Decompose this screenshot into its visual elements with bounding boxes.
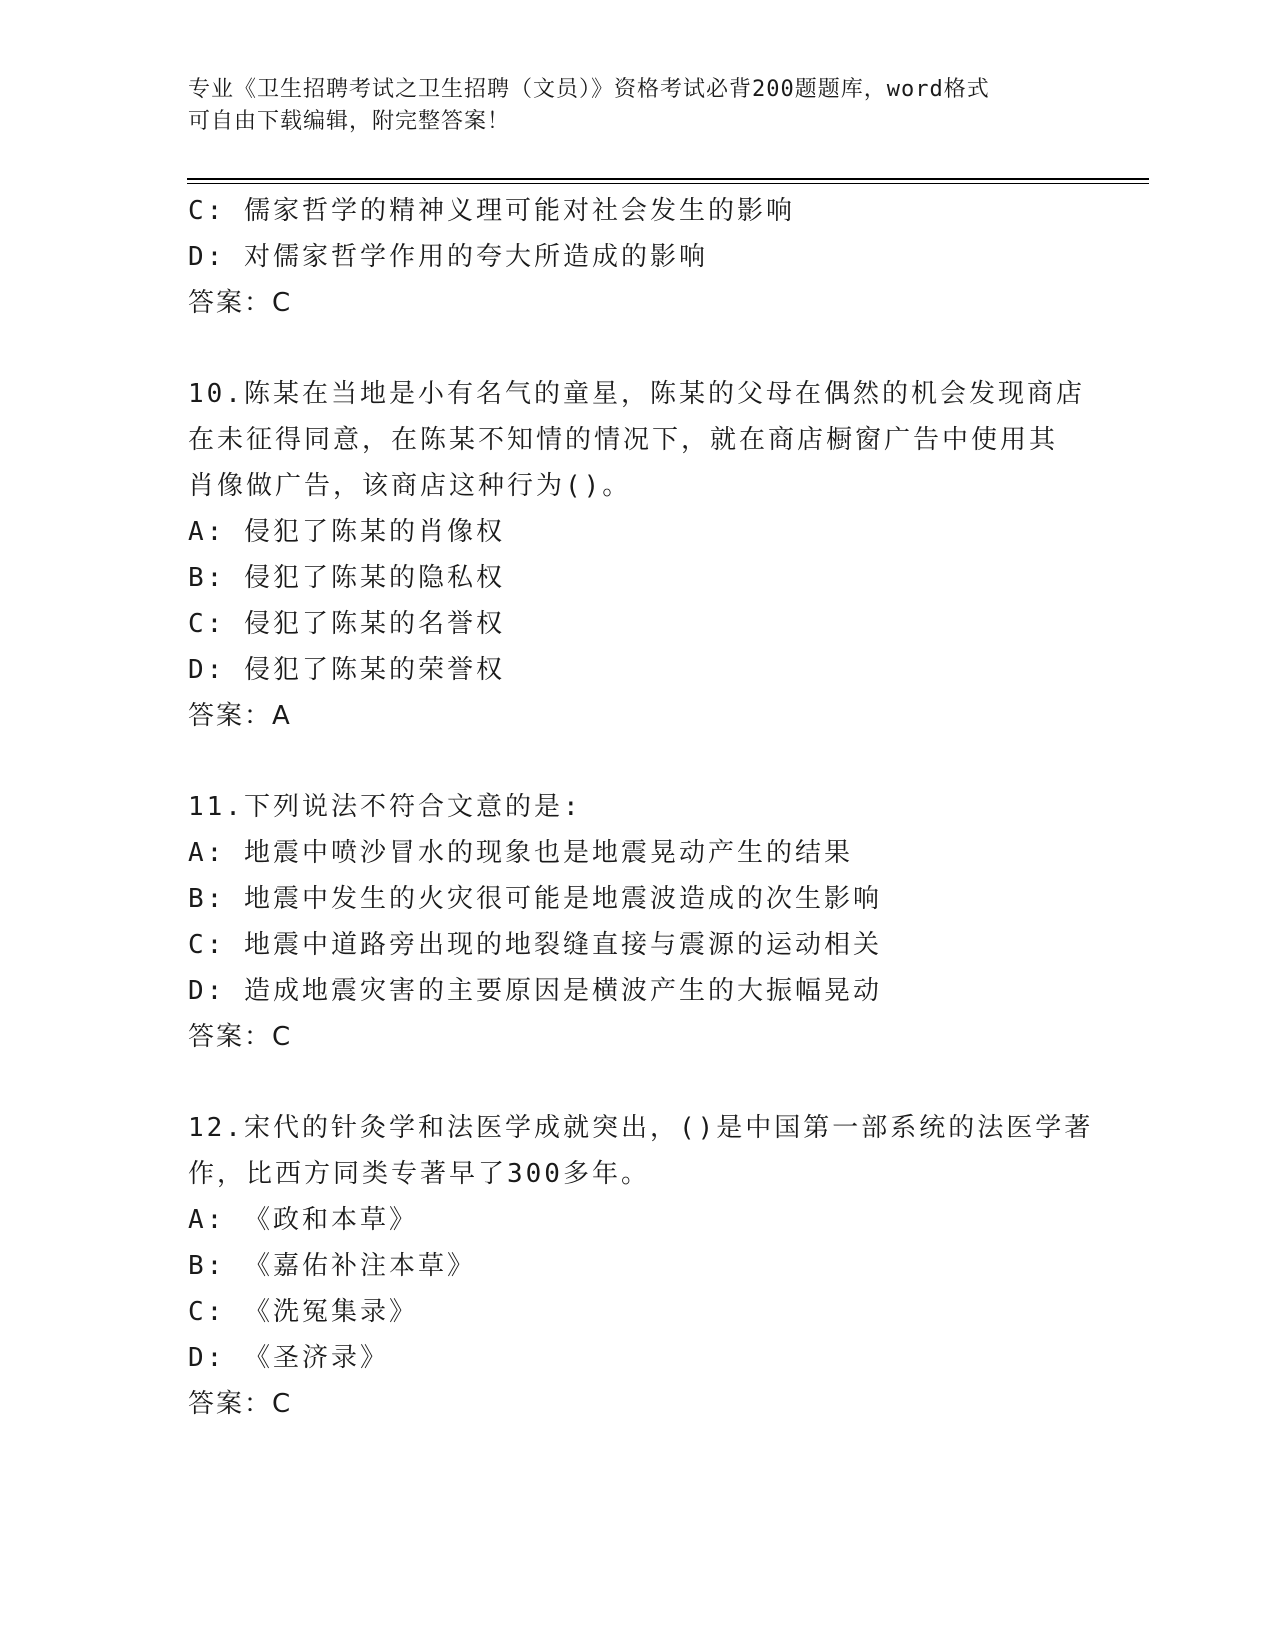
- option-c: C: 《洗冤集录》: [188, 1297, 418, 1327]
- option-a: A: 侵犯了陈某的肖像权: [188, 517, 505, 547]
- header-line-1: 专业《卫生招聘考试之卫生招聘（文员）》资格考试必背200题题库，word格式: [188, 77, 990, 102]
- question-stem-line: 12.宋代的针灸学和法医学成就突出，()是中国第一部系统的法医学著: [188, 1113, 1094, 1143]
- question-11: [188, 784, 1088, 1060]
- option-d: D: 侵犯了陈某的荣誉权: [188, 655, 505, 685]
- question-12: [188, 1105, 1094, 1427]
- question-stem-line: 在未征得同意，在陈某不知情的情况下，就在商店橱窗广告中使用其: [188, 425, 1059, 455]
- option-b: B: 侵犯了陈某的隐私权: [188, 563, 505, 593]
- option-d: D: 造成地震灾害的主要原因是横波产生的大振幅晃动: [188, 976, 882, 1006]
- question-10: [188, 371, 1088, 739]
- option-c: C: 儒家哲学的精神义理可能对社会发生的影响: [188, 196, 795, 226]
- question-stem-line: 10.陈某在当地是小有名气的童星，陈某的父母在偶然的机会发现商店: [188, 379, 1085, 409]
- answer: 答案：C: [188, 1389, 293, 1419]
- option-b: B: 《嘉佑补注本草》: [188, 1251, 476, 1281]
- question-stem-line: 作，比西方同类专著早了300多年。: [188, 1159, 650, 1189]
- page-header: [188, 74, 1088, 138]
- question-9: [188, 188, 1088, 326]
- option-c: C: 地震中道路旁出现的地裂缝直接与震源的运动相关: [188, 930, 882, 960]
- question-list: [188, 188, 1094, 1427]
- spacer: [188, 326, 1088, 371]
- option-d: D: 《圣济录》: [188, 1343, 389, 1373]
- spacer: [188, 1060, 1088, 1105]
- option-a: A: 地震中喷沙冒水的现象也是地震晃动产生的结果: [188, 838, 853, 868]
- answer: 答案：A: [188, 701, 292, 731]
- option-a: A: 《政和本草》: [188, 1205, 418, 1235]
- header-divider: [187, 178, 1149, 184]
- header-line-2: 可自由下载编辑，附完整答案！: [188, 109, 511, 134]
- option-b: B: 地震中发生的火灾很可能是地震波造成的次生影响: [188, 884, 882, 914]
- answer: 答案：C: [188, 1022, 293, 1052]
- option-d: D: 对儒家哲学作用的夸大所造成的影响: [188, 242, 708, 272]
- option-c: C: 侵犯了陈某的名誉权: [188, 609, 505, 639]
- spacer: [188, 739, 1088, 784]
- answer: 答案：C: [188, 288, 293, 318]
- question-stem: 11.下列说法不符合文意的是:: [188, 792, 582, 822]
- question-stem-line: 肖像做广告，该商店这种行为()。: [188, 471, 632, 501]
